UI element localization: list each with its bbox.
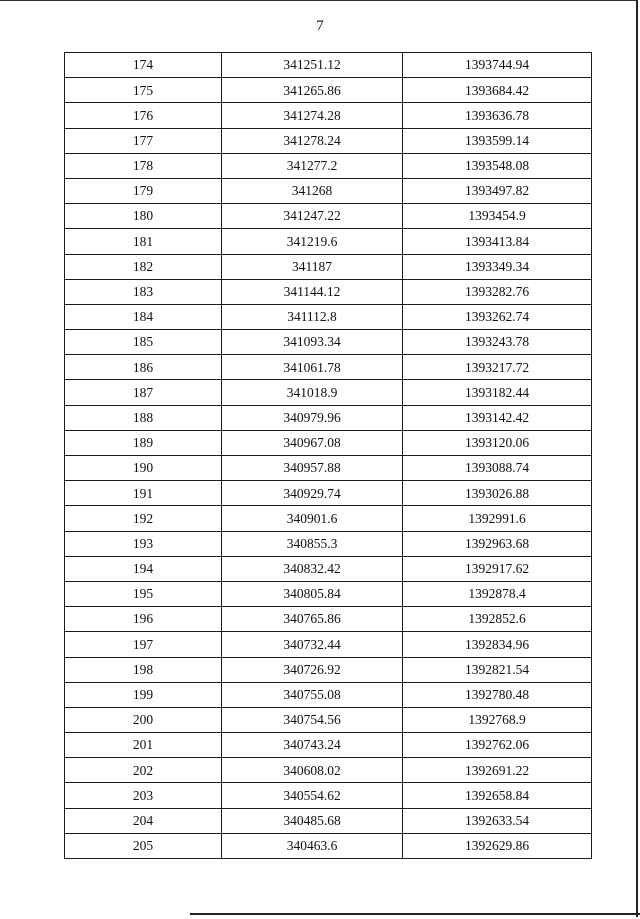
- y-coordinate-cell: 1393454.9: [403, 204, 592, 229]
- x-coordinate-cell: 341093.34: [222, 330, 403, 355]
- x-coordinate-cell: 341061.78: [222, 355, 403, 380]
- x-coordinate-cell: 340743.24: [222, 733, 403, 758]
- x-coordinate-cell: 340754.56: [222, 707, 403, 732]
- table-row: [65, 707, 592, 732]
- x-coordinate-cell: 340855.3: [222, 531, 403, 556]
- table-row: [65, 380, 592, 405]
- coordinate-table-body: [65, 53, 592, 859]
- point-number-cell: 202: [65, 758, 222, 783]
- y-coordinate-cell: 1392633.54: [403, 808, 592, 833]
- table-row: [65, 355, 592, 380]
- y-coordinate-cell: 1393088.74: [403, 456, 592, 481]
- y-coordinate-cell: 1393026.88: [403, 481, 592, 506]
- y-coordinate-cell: 1393636.78: [403, 103, 592, 128]
- y-coordinate-cell: 1393142.42: [403, 405, 592, 430]
- table-row: [65, 229, 592, 254]
- x-coordinate-cell: 340732.44: [222, 632, 403, 657]
- y-coordinate-cell: 1393744.94: [403, 53, 592, 78]
- table-row: [65, 78, 592, 103]
- x-coordinate-cell: 340755.08: [222, 682, 403, 707]
- table-row: [65, 506, 592, 531]
- x-coordinate-cell: 341251.12: [222, 53, 403, 78]
- x-coordinate-cell: 340929.74: [222, 481, 403, 506]
- table-row: [65, 330, 592, 355]
- table-row: [65, 783, 592, 808]
- point-number-cell: 176: [65, 103, 222, 128]
- x-coordinate-cell: 340832.42: [222, 556, 403, 581]
- y-coordinate-cell: 1393262.74: [403, 304, 592, 329]
- point-number-cell: 191: [65, 481, 222, 506]
- table-row: [65, 456, 592, 481]
- y-coordinate-cell: 1392629.86: [403, 833, 592, 858]
- point-number-cell: 178: [65, 153, 222, 178]
- x-coordinate-cell: 341278.24: [222, 128, 403, 153]
- x-coordinate-cell: 340608.02: [222, 758, 403, 783]
- y-coordinate-cell: 1392691.22: [403, 758, 592, 783]
- point-number-cell: 194: [65, 556, 222, 581]
- table-row: [65, 758, 592, 783]
- x-coordinate-cell: 341018.9: [222, 380, 403, 405]
- table-row: [65, 808, 592, 833]
- table-row: [65, 607, 592, 632]
- y-coordinate-cell: 1392834.96: [403, 632, 592, 657]
- x-coordinate-cell: 340901.6: [222, 506, 403, 531]
- table-row: [65, 53, 592, 78]
- x-coordinate-cell: 341265.86: [222, 78, 403, 103]
- table-row: [65, 833, 592, 858]
- y-coordinate-cell: 1392658.84: [403, 783, 592, 808]
- y-coordinate-cell: 1393282.76: [403, 279, 592, 304]
- y-coordinate-cell: 1393548.08: [403, 153, 592, 178]
- y-coordinate-cell: 1393120.06: [403, 430, 592, 455]
- point-number-cell: 203: [65, 783, 222, 808]
- y-coordinate-cell: 1392780.48: [403, 682, 592, 707]
- table-row: [65, 657, 592, 682]
- y-coordinate-cell: 1392991.6: [403, 506, 592, 531]
- x-coordinate-cell: 341247.22: [222, 204, 403, 229]
- y-coordinate-cell: 1393684.42: [403, 78, 592, 103]
- table-row: [65, 204, 592, 229]
- point-number-cell: 195: [65, 581, 222, 606]
- x-coordinate-cell: 340805.84: [222, 581, 403, 606]
- point-number-cell: 175: [65, 78, 222, 103]
- bottom-rule: [190, 913, 640, 915]
- y-coordinate-cell: 1392768.9: [403, 707, 592, 732]
- point-number-cell: 179: [65, 178, 222, 203]
- x-coordinate-cell: 341144.12: [222, 279, 403, 304]
- table-row: [65, 254, 592, 279]
- table-row: [65, 531, 592, 556]
- table-row: [65, 632, 592, 657]
- y-coordinate-cell: 1392917.62: [403, 556, 592, 581]
- table-row: [65, 103, 592, 128]
- y-coordinate-cell: 1393599.14: [403, 128, 592, 153]
- y-coordinate-cell: 1392762.06: [403, 733, 592, 758]
- table-row: [65, 279, 592, 304]
- table-row: [65, 682, 592, 707]
- point-number-cell: 193: [65, 531, 222, 556]
- y-coordinate-cell: 1392852.6: [403, 607, 592, 632]
- x-coordinate-cell: 341274.28: [222, 103, 403, 128]
- y-coordinate-cell: 1393217.72: [403, 355, 592, 380]
- y-coordinate-cell: 1393349.34: [403, 254, 592, 279]
- coordinate-table: [64, 52, 592, 859]
- x-coordinate-cell: 340485.68: [222, 808, 403, 833]
- point-number-cell: 186: [65, 355, 222, 380]
- point-number-cell: 196: [65, 607, 222, 632]
- y-coordinate-cell: 1393182.44: [403, 380, 592, 405]
- point-number-cell: 200: [65, 707, 222, 732]
- point-number-cell: 180: [65, 204, 222, 229]
- y-coordinate-cell: 1392878.4: [403, 581, 592, 606]
- point-number-cell: 190: [65, 456, 222, 481]
- table-row: [65, 733, 592, 758]
- x-coordinate-cell: 341277.2: [222, 153, 403, 178]
- point-number-cell: 174: [65, 53, 222, 78]
- x-coordinate-cell: 340979.96: [222, 405, 403, 430]
- point-number-cell: 192: [65, 506, 222, 531]
- x-coordinate-cell: 340765.86: [222, 607, 403, 632]
- table-row: [65, 304, 592, 329]
- y-coordinate-cell: 1393413.84: [403, 229, 592, 254]
- point-number-cell: 177: [65, 128, 222, 153]
- x-coordinate-cell: 341187: [222, 254, 403, 279]
- page-number: 7: [316, 18, 324, 34]
- point-number-cell: 183: [65, 279, 222, 304]
- point-number-cell: 201: [65, 733, 222, 758]
- x-coordinate-cell: 340463.6: [222, 833, 403, 858]
- point-number-cell: 185: [65, 330, 222, 355]
- table-row: [65, 178, 592, 203]
- x-coordinate-cell: 340967.08: [222, 430, 403, 455]
- table-row: [65, 556, 592, 581]
- point-number-cell: 198: [65, 657, 222, 682]
- table-row: [65, 153, 592, 178]
- point-number-cell: 182: [65, 254, 222, 279]
- y-coordinate-cell: 1393497.82: [403, 178, 592, 203]
- point-number-cell: 199: [65, 682, 222, 707]
- x-coordinate-cell: 340554.62: [222, 783, 403, 808]
- point-number-cell: 181: [65, 229, 222, 254]
- point-number-cell: 197: [65, 632, 222, 657]
- y-coordinate-cell: 1392821.54: [403, 657, 592, 682]
- x-coordinate-cell: 341219.6: [222, 229, 403, 254]
- y-coordinate-cell: 1393243.78: [403, 330, 592, 355]
- point-number-cell: 204: [65, 808, 222, 833]
- table-row: [65, 405, 592, 430]
- table-row: [65, 481, 592, 506]
- table-row: [65, 581, 592, 606]
- y-coordinate-cell: 1392963.68: [403, 531, 592, 556]
- x-coordinate-cell: 340957.88: [222, 456, 403, 481]
- x-coordinate-cell: 341112.8: [222, 304, 403, 329]
- point-number-cell: 189: [65, 430, 222, 455]
- x-coordinate-cell: 341268: [222, 178, 403, 203]
- point-number-cell: 205: [65, 833, 222, 858]
- table-row: [65, 128, 592, 153]
- point-number-cell: 184: [65, 304, 222, 329]
- x-coordinate-cell: 340726.92: [222, 657, 403, 682]
- point-number-cell: 187: [65, 380, 222, 405]
- table-row: [65, 430, 592, 455]
- point-number-cell: 188: [65, 405, 222, 430]
